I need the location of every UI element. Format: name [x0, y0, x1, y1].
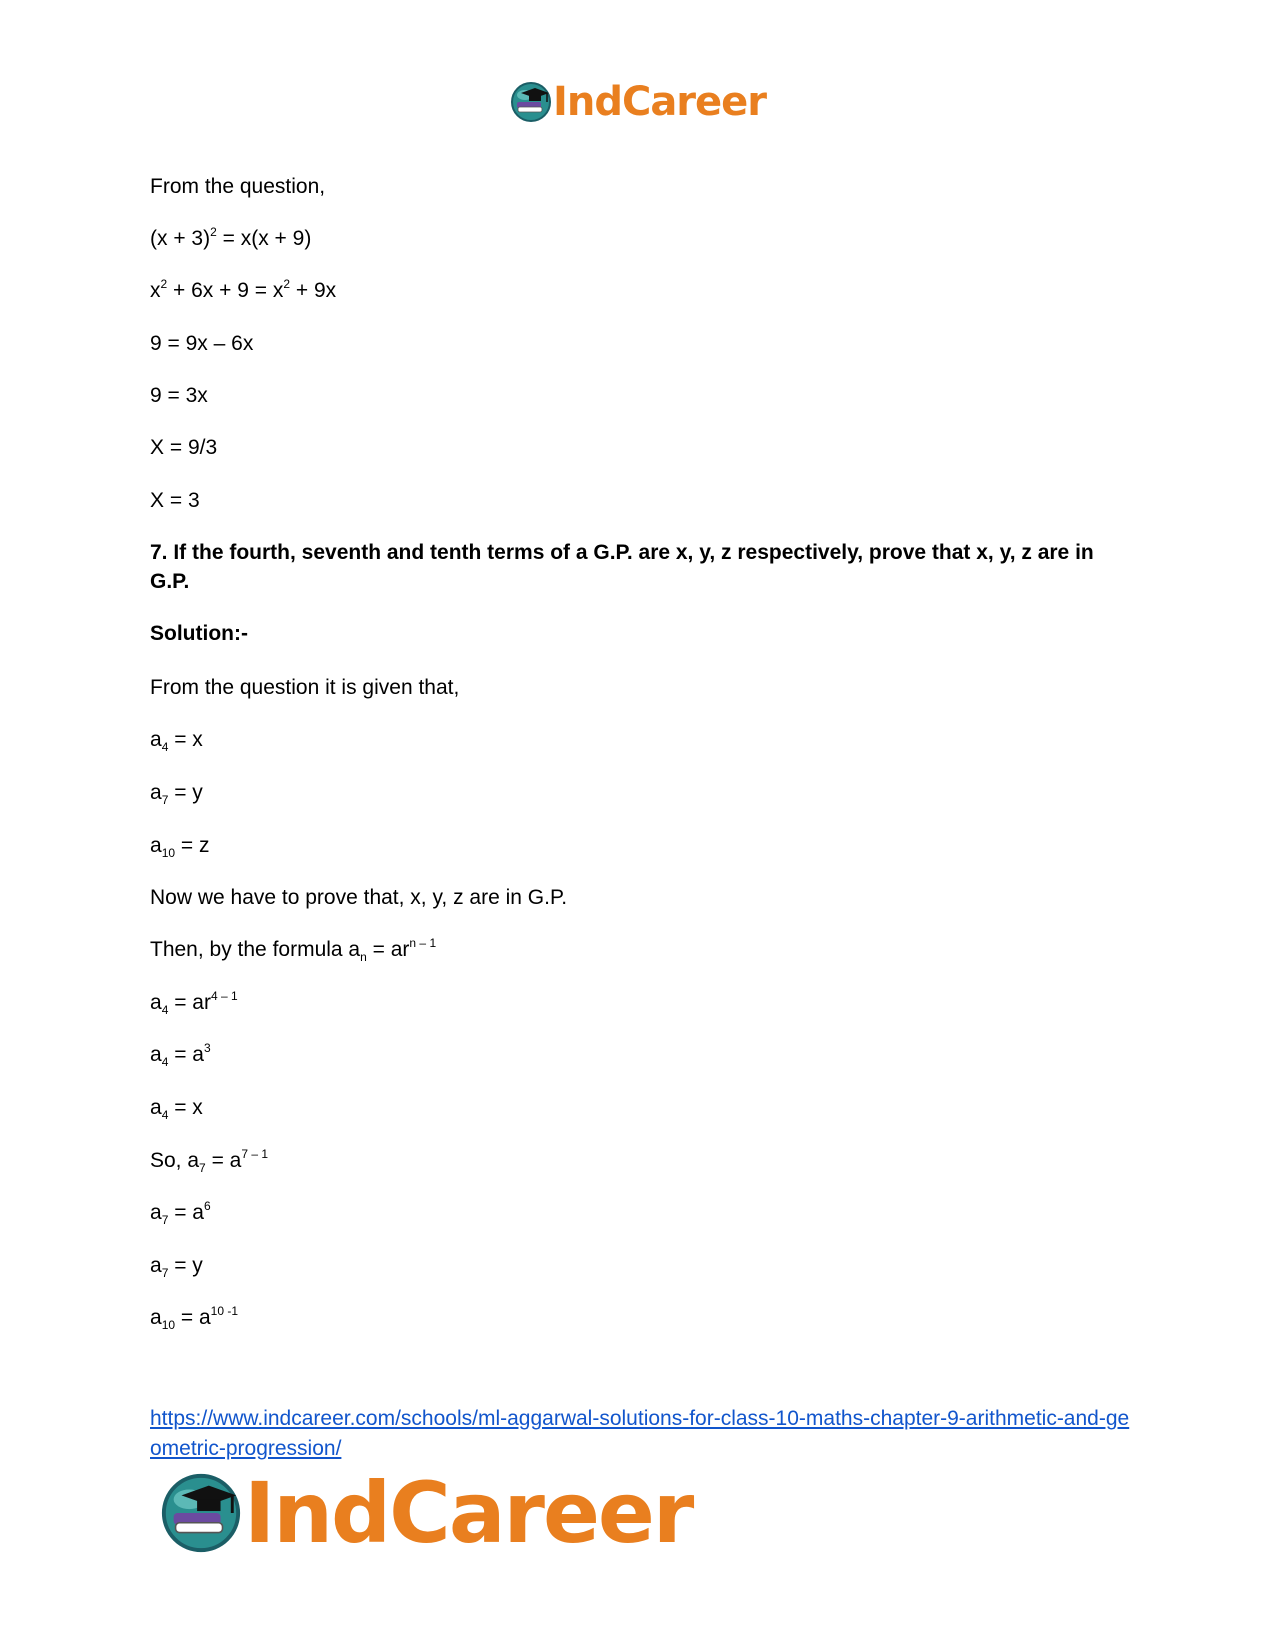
footer-logo	[158, 1464, 693, 1562]
equation-line: $x^2 + 6x + 9 = x^2 + 9x$	[150, 277, 337, 302]
header-logo	[0, 80, 1275, 124]
text-line: Now we have to prove that, x, y, z are in G.P.	[150, 886, 568, 909]
equation-line: $a_{10} = a^{10 -1}$	[150, 1304, 239, 1332]
equation-line: $(x + 3)^2 = x(x + 9)$	[150, 225, 312, 250]
graduation-cap-book-globe-icon	[158, 1470, 244, 1556]
equation-line: $a_4 = x$	[150, 728, 203, 754]
solution-label: Solution:-	[150, 622, 248, 645]
logo-text: IndCareer	[244, 1464, 693, 1562]
equation-line: $a_4 = x$	[150, 1096, 203, 1122]
equation-line: 9 = 3x	[150, 384, 208, 407]
equation-line: X = 9/3	[150, 436, 218, 459]
equation-line: $a_4 = ar^{4 - 1}$	[150, 989, 238, 1017]
text-line: From the question it is given that,	[150, 676, 460, 699]
equation-line: $a_7 = y$	[150, 1254, 203, 1280]
text-line: From the question,	[150, 175, 326, 198]
equation-line: $a_7 = y$	[150, 781, 203, 807]
equation-line: So, $a_7 = a^{7 - 1}$	[150, 1147, 269, 1175]
indcareer-logo	[509, 80, 766, 124]
source-link[interactable]: https://www.indcareer.com/schools/ml-aggarwal-solutions-for-class-10-maths-chapter-9-arithmetic-and-geometric-progression/	[150, 1407, 1130, 1460]
logo-text: IndCareer	[552, 79, 767, 125]
graduation-cap-book-globe-icon	[509, 80, 553, 124]
text-line: Then, by the formula $a_n = ar^{n - 1}$	[150, 936, 437, 964]
equation-line: $a_4 = a^3$	[150, 1041, 211, 1069]
question-heading: 7. If the fourth, seventh and tenth terms of a G.P. are x, y, z respectively, prove that x, y, z are in G.P.	[150, 541, 1094, 593]
equation-line: $a_7 = a^6$	[150, 1199, 211, 1227]
indcareer-logo	[158, 1464, 693, 1562]
equation-line: 9 = 9x – 6x	[150, 332, 254, 355]
equation-line: $a_{10} = z$	[150, 834, 210, 860]
equation-line: X = 3	[150, 489, 200, 512]
